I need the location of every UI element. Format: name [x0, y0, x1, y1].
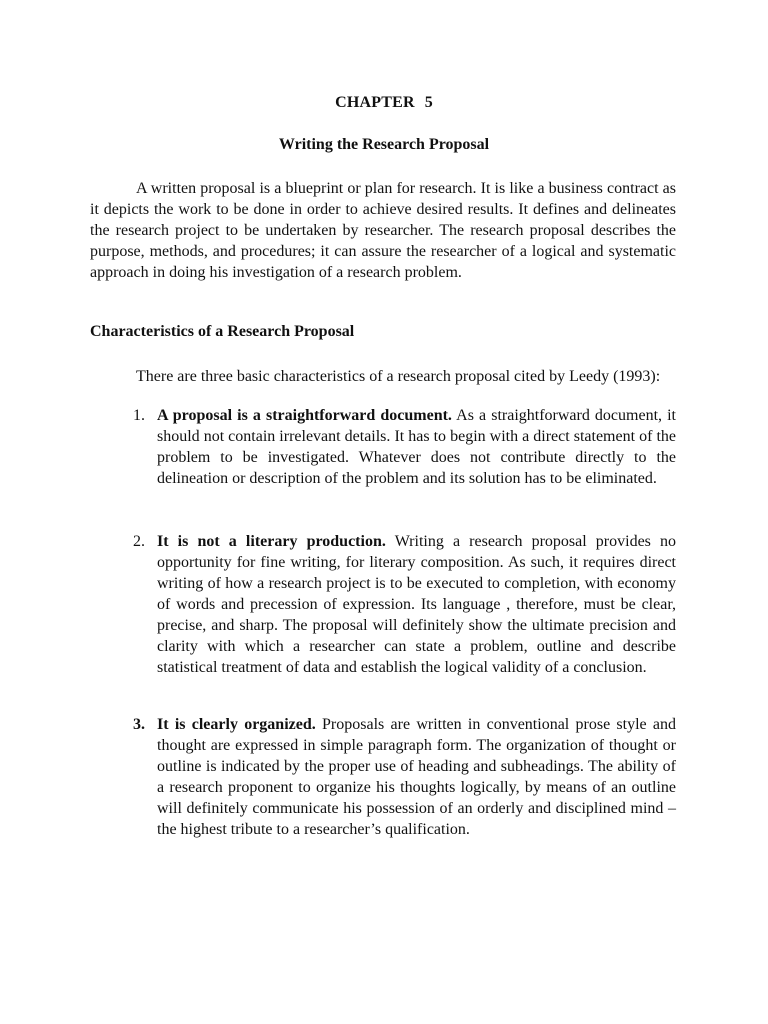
list-item [133, 405, 676, 489]
chapter-number: 5 [424, 94, 433, 111]
document-title: Writing the Research Proposal [278, 136, 490, 153]
list-item-heading: A proposal is a straightforward document. [157, 407, 452, 424]
section-lead-paragraph: There are three basic characteristics of a research proposal cited by Leedy (1993): [136, 368, 661, 385]
list-item-body [157, 714, 676, 840]
list-item-body [157, 405, 676, 489]
list-marker: 2. [133, 533, 145, 550]
section-heading: Characteristics of a Research Proposal [90, 323, 355, 340]
intro-paragraph: A written proposal is a blueprint or plan for research. It is like a business contract as it depicts the work to be done in order to achieve desired results. It defines and delineates the research project to be undertaken by researcher. The research proposal describes the purpose, methods, and procedures; it can assure the researcher of a logical and systematic approach in doing his investigation of a research problem. [90, 180, 676, 281]
list-item [133, 531, 676, 678]
list-item-heading: It is clearly organized. [157, 716, 316, 733]
list-marker: 1. [133, 407, 145, 424]
chapter-label: CHAPTER [335, 94, 415, 111]
list-item-text: Proposals are written in conventional prose style and thought are expressed in simple paragraph form. The organization of thought or outline is indicated by the proper use of heading and subheadings. The ability of a research proponent to organize his thoughts logically, by means of an outline will definitely communicate his possession of an orderly and disciplined mind – the highest tribute to a researcher’s qualification. [157, 716, 677, 838]
list-marker: 3. [133, 716, 145, 733]
list-item-heading: It is not a literary production. [157, 533, 386, 550]
list-item-body [157, 531, 676, 678]
chapter-heading [0, 94, 768, 112]
list-item [133, 714, 676, 840]
list-item-text: As a straightforward document, it should not contain irrelevant details. It has to begin with a direct statement of the problem to be investigated. Whatever does not contribute directly to the delineation or description of the problem and its solution has to be eliminated. [157, 407, 677, 487]
list-item-text: Writing a research proposal provides no opportunity for fine writing, for literary composition. As such, it requires direct writing of how a research project is to be executed to completion, with economy of words and precession of expression. Its language , therefore, must be clear, precise, and sharp. The proposal will definitely show the ultimate precision and clarity with which a researcher can state a problem, outline and describe statistical treatment of data and establish the logical validity of a conclusion. [157, 533, 677, 676]
